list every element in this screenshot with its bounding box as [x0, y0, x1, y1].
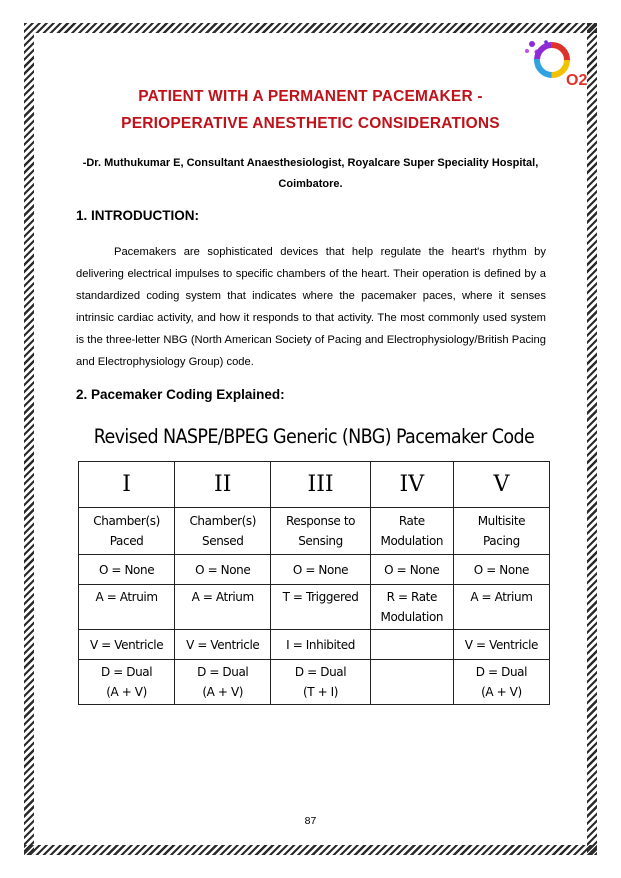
table-cell [370, 660, 453, 705]
table-cell: D = Dual (A + V) [79, 660, 175, 705]
table-cell: O = None [271, 555, 370, 585]
section-heading-introduction: 1. INTRODUCTION: [76, 208, 199, 223]
table-row [79, 660, 550, 705]
table-cell: D = Dual (A + V) [175, 660, 271, 705]
table-cell: V = Ventricle [453, 630, 549, 660]
table-cell [370, 630, 453, 660]
table-cell: O = None [370, 555, 453, 585]
page-number: 87 [304, 815, 317, 827]
table-cell: O = None [79, 555, 175, 585]
table-cell: O = None [453, 555, 549, 585]
table-cell: D = Dual (T + I) [271, 660, 370, 705]
table-row [79, 585, 550, 630]
table-cell: A = Atrium [175, 585, 271, 630]
table-cell: V = Ventricle [175, 630, 271, 660]
table-cell: Chamber(s) Sensed [175, 508, 271, 555]
table-row [79, 508, 550, 555]
table-cell: V = Ventricle [79, 630, 175, 660]
table-cell: A = Atruim [79, 585, 175, 630]
table-cell: Chamber(s) Paced [79, 508, 175, 555]
table-header-cell: I [79, 462, 175, 508]
table-header-cell: II [175, 462, 271, 508]
intro-paragraph: Pacemakers are sophisticated devices that help regulate the heart's rhythm by delivering electrical impulses to specific chambers of the heart. Their operation is defined by a standardized coding system that indicates where the pacemaker paces, where it senses intrinsic cardiac activity, and how it responds to that activity. The most commonly used system is the three-letter NBG (North American Society of Pacing and Electrophysiology/British Pacing and Electrophysiology Group) code. [76, 246, 546, 368]
section-heading-coding: 2. Pacemaker Coding Explained: [76, 387, 285, 402]
o2-logo-icon [522, 38, 588, 89]
table-header-cell: IV [370, 462, 453, 508]
table-row [79, 555, 550, 585]
logo-subscript: O2 [566, 72, 588, 89]
page-border-bottom [24, 845, 597, 855]
author-line: -Dr. Muthukumar E, Consultant Anaesthesiologist, Royalcare Super Speciality Hospital, Coimbatore. [82, 157, 539, 190]
table-cell: Rate Modulation [370, 508, 453, 555]
page-title-line1: PATIENT WITH A PERMANENT PACEMAKER - [138, 88, 483, 105]
table-header-row [79, 462, 550, 508]
nbg-code-table [78, 461, 550, 705]
table-cell: D = Dual (A + V) [453, 660, 549, 705]
page-border-right [587, 23, 597, 855]
table-title: Revised NASPE/BPEG Generic (NBG) Pacemaker Code [93, 425, 535, 448]
page-border-left [24, 23, 34, 855]
table-header-cell: V [453, 462, 549, 508]
table-row [79, 630, 550, 660]
table-cell: I = Inhibited [271, 630, 370, 660]
table-header-cell: III [271, 462, 370, 508]
page-border-top [24, 23, 597, 33]
table-cell: O = None [175, 555, 271, 585]
table-cell: Multisite Pacing [453, 508, 549, 555]
table-cell: R = Rate Modulation [370, 585, 453, 630]
page-title-line2: PERIOPERATIVE ANESTHETIC CONSIDERATIONS [121, 115, 500, 132]
table-cell: T = Triggered [271, 585, 370, 630]
table-cell: A = Atrium [453, 585, 549, 630]
table-cell: Response to Sensing [271, 508, 370, 555]
